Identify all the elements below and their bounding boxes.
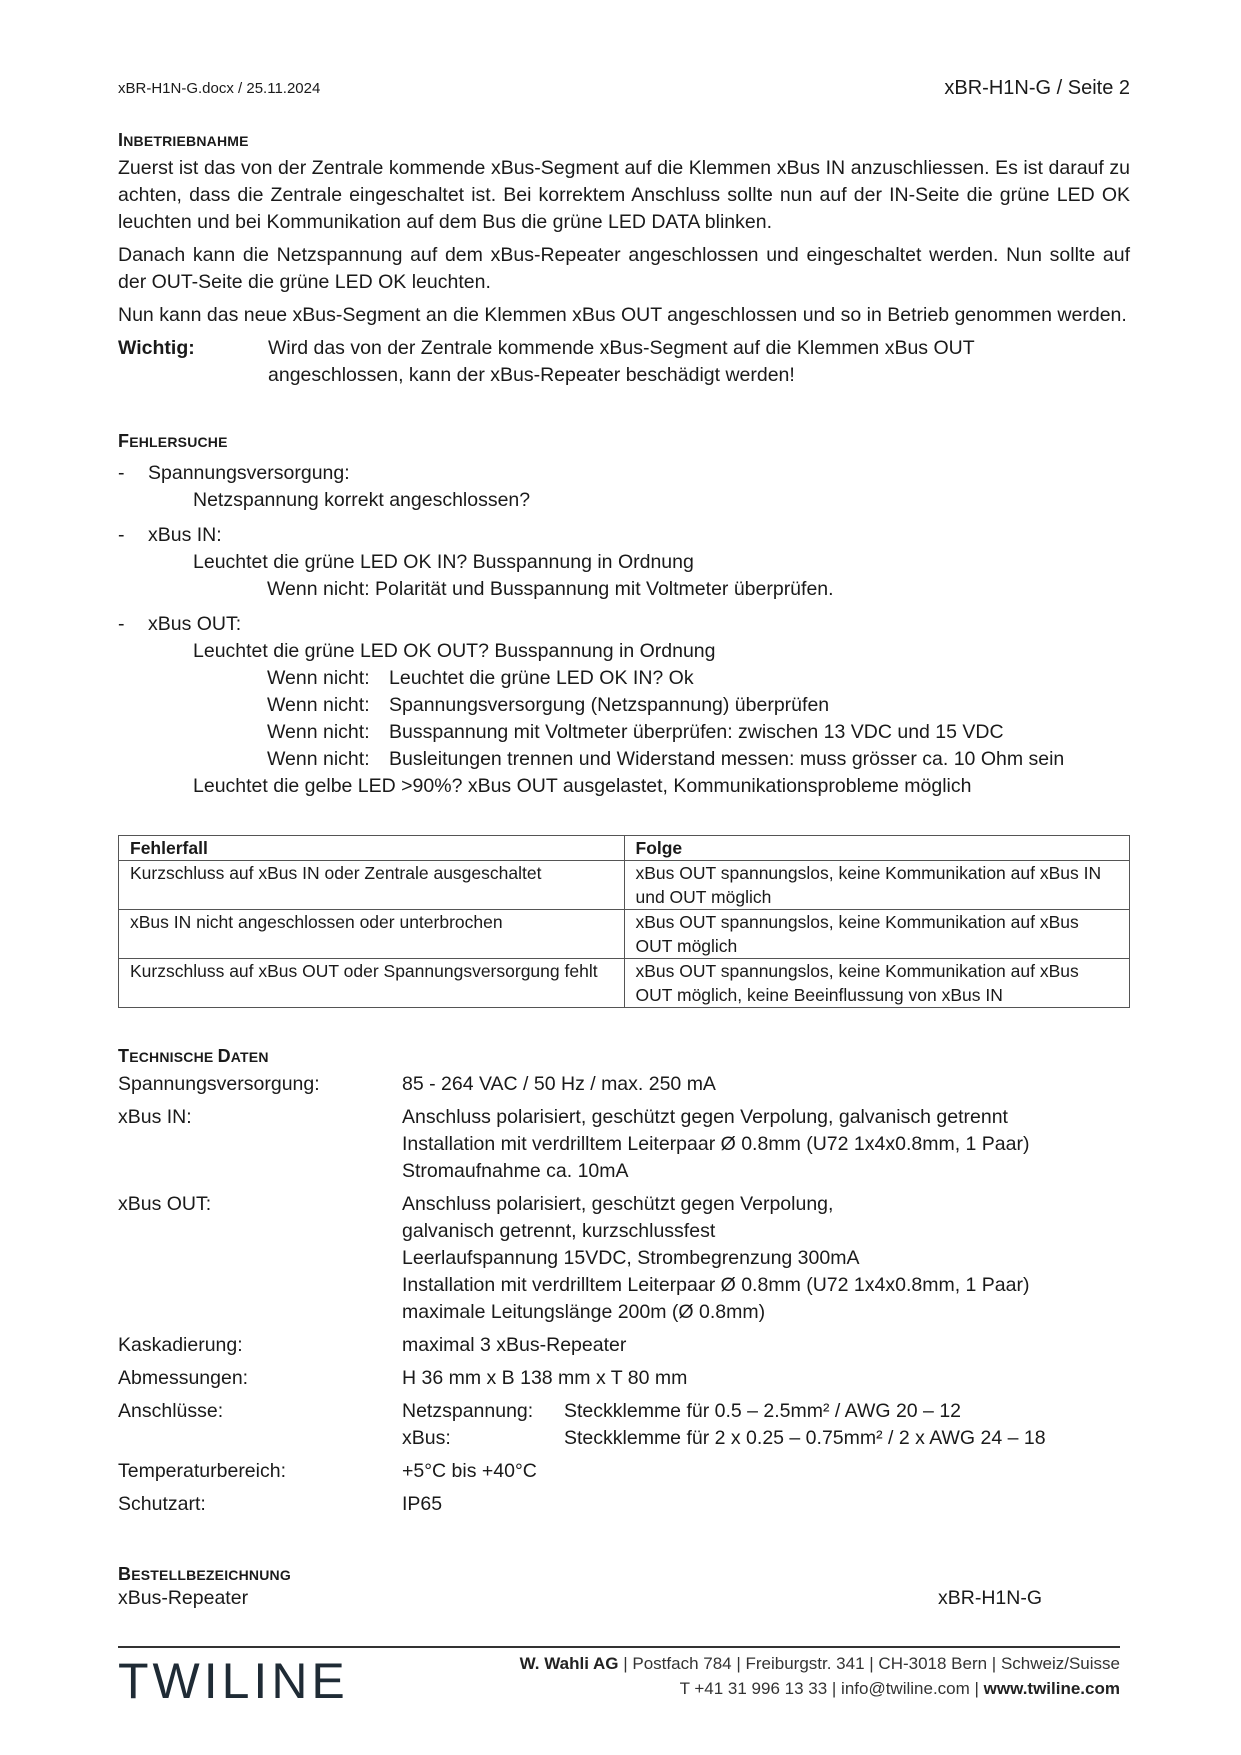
note-text: Wird das von der Zentrale kommende xBus-Segment auf die Klemmen xBus OUT angeschlossen, kann der xBus-Repeater beschädigt werden! [268, 337, 975, 386]
website-link[interactable]: www.twiline.com [983, 1679, 1120, 1698]
section-inbetriebnahme [118, 130, 1130, 389]
svg-text:TWILINE: TWILINE [118, 1653, 349, 1704]
document-page [118, 0, 1130, 1755]
company-name: W. Wahli AG [519, 1654, 619, 1673]
spec-row: xBus OUT: Anschluss polarisiert, geschützt gegen Verpolung, galvanisch getrennt, kurzschlussfest Leerlaufspannung 15VDC, Strombegrenzung 300mA Installation mit verdrilltem Leiterpaar Ø 0.8mm (U72 1x4x0.8mm, 1 Paar) maximale Leitungslänge 200m (Ø 0.8mm) [118, 1193, 1030, 1323]
table-cell: xBus IN nicht angeschlossen oder unterbrochen [119, 910, 625, 959]
table-cell: Kurzschluss auf xBus OUT oder Spannungsversorgung fehlt [119, 959, 625, 1008]
section-technische-daten [118, 1043, 1130, 1524]
spec-row: Spannungsversorgung: 85 - 264 VAC / 50 Hz / max. 250 mA [118, 1073, 716, 1095]
table-cell: xBus OUT spannungslos, keine Kommunikation auf xBus IN und OUT möglich [624, 861, 1130, 910]
heading-fehlersuche: FEHLERSUCHE [118, 431, 228, 451]
table-row [119, 959, 1130, 1008]
paragraph: Danach kann die Netzspannung auf dem xBus-Repeater angeschlossen und eingeschaltet werden. Nun sollte auf der OUT-Seite die grüne LED OK leuchten. [118, 244, 1130, 293]
spec-row: Kaskadierung: maximal 3 xBus-Repeater [118, 1334, 627, 1356]
note-label: Wichtig: [118, 337, 195, 359]
list-subitem: Leuchtet die grüne LED OK IN? Busspannung in Ordnung [193, 551, 694, 573]
product-code: xBR-H1N-G [938, 1587, 1043, 1609]
order-row [118, 1585, 1130, 1612]
table-row [119, 910, 1130, 959]
header-page-info: xBR-H1N-G / Seite 2 [944, 77, 1130, 99]
section-bestellbezeichnung [118, 1564, 1130, 1612]
list-item: - Spannungsversorgung: [118, 462, 350, 484]
footer-contact: W. Wahli AG | Postfach 784 | Freiburgstr. 341 | CH-3018 Bern | Schweiz/Suisse T +41 31 996 13 33 | info@twiline.com | www.twiline.com [519, 1654, 1120, 1698]
section-fehlersuche [118, 428, 1130, 800]
spec-row: Schutzart: IP65 [118, 1493, 443, 1515]
column-header-fehlerfall: Fehlerfall [119, 836, 625, 861]
list-subsubitem: Wenn nicht: Polarität und Busspannung mit Voltmeter überprüfen. [267, 578, 834, 600]
list-subitem: Netzspannung korrekt angeschlossen? [193, 489, 531, 511]
important-note [118, 335, 1130, 389]
spec-row: Anschlüsse: Netzspannung: Steckklemme für 0.5 – 2.5mm² / AWG 20 – 12 xBus: Steckklemme für 2 x 0.25 – 0.75mm² / 2 x AWG 24 – 18 [118, 1400, 1046, 1449]
paragraph: Nun kann das neue xBus-Segment an die Klemmen xBus OUT angeschlossen und so in Betrieb genommen werden. [118, 304, 1127, 326]
list-item: - xBus IN: [118, 524, 222, 546]
heading-bestellbezeichnung: BESTELLBEZEICHNUNG [118, 1564, 291, 1584]
spec-row: Abmessungen: H 36 mm x B 138 mm x T 80 mm [118, 1367, 688, 1389]
list-subsubitem: Wenn nicht: Leuchtet die grüne LED OK IN? Ok [267, 667, 694, 689]
table-row [119, 861, 1130, 910]
list-subsubitem: Wenn nicht: Busspannung mit Voltmeter überprüfen: zwischen 13 VDC und 15 VDC [267, 721, 1004, 743]
paragraph: Zuerst ist das von der Zentrale kommende xBus-Segment auf die Klemmen xBus IN anzuschliessen. Es ist darauf zu achten, dass die Zentrale eingeschaltet ist. Bei korrektem Anschluss sollte nun auf der IN-Seite die grüne LED OK leuchten und bei Kommunikation auf dem Bus die grüne LED DATA blinken. [118, 157, 1130, 233]
fault-table [118, 835, 1130, 1008]
heading-inbetriebnahme: INBETRIEBNAHME [118, 130, 249, 150]
product-name: xBus-Repeater [118, 1587, 249, 1609]
table-cell: xBus OUT spannungslos, keine Kommunikation auf xBus OUT möglich [624, 910, 1130, 959]
spec-row: Temperaturbereich: +5°C bis +40°C [118, 1460, 537, 1482]
column-header-folge: Folge [624, 836, 1130, 861]
list-item: - xBus OUT: [118, 613, 242, 635]
list-subitem: Leuchtet die gelbe LED >90%? xBus OUT ausgelastet, Kommunikationsprobleme möglich [193, 775, 972, 797]
twiline-logo [118, 1646, 418, 1704]
header-doc-info: xBR-H1N-G.docx / 25.11.2024 [118, 80, 321, 97]
heading-technische-daten: TECHNISCHE DATEN [118, 1046, 269, 1066]
table-header-row [119, 836, 1130, 861]
list-subsubitem: Wenn nicht: Busleitungen trennen und Widerstand messen: muss grösser ca. 10 Ohm sein [267, 748, 1065, 770]
table-cell: xBus OUT spannungslos, keine Kommunikation auf xBus OUT möglich, keine Beeinflussung von xBus IN [624, 959, 1130, 1008]
list-subitem: Leuchtet die grüne LED OK OUT? Busspannung in Ordnung [193, 640, 716, 662]
spec-row: xBus IN: Anschluss polarisiert, geschützt gegen Verpolung, galvanisch getrennt Installation mit verdrilltem Leiterpaar Ø 0.8mm (U72 1x4x0.8mm, 1 Paar) Stromaufnahme ca. 10mA [118, 1106, 1030, 1182]
list-subsubitem: Wenn nicht: Spannungsversorgung (Netzspannung) überprüfen [267, 694, 830, 716]
table-cell: Kurzschluss auf xBus IN oder Zentrale ausgeschaltet [119, 861, 625, 910]
